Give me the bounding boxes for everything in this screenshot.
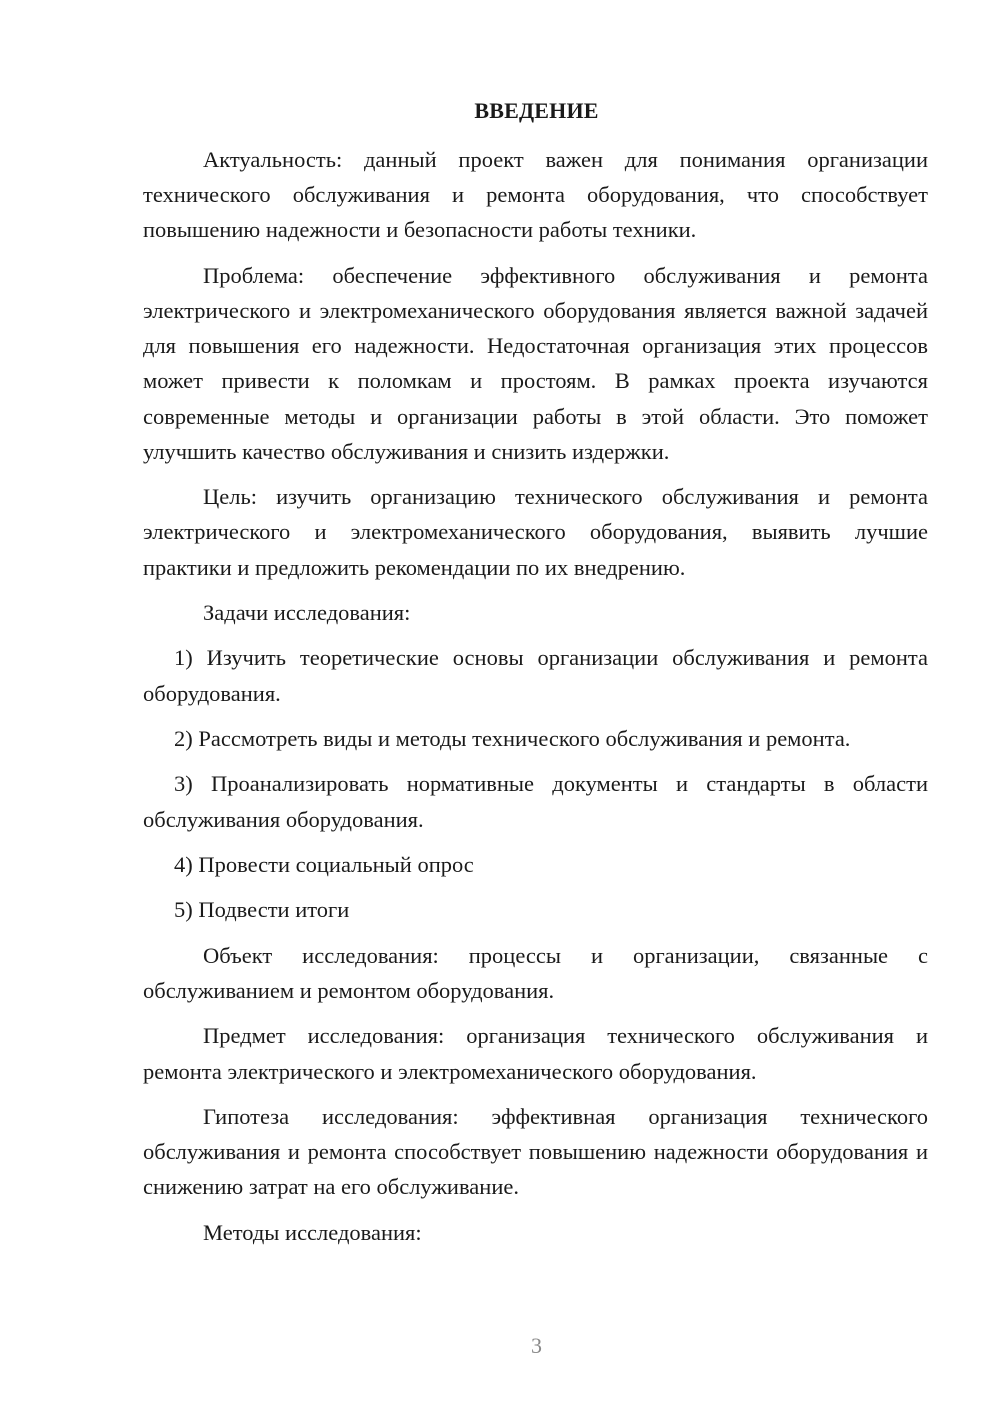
task-item-3: 3) Проанализировать нормативные документы и стандарты в области обслуживания оборудования. bbox=[143, 771, 928, 832]
paragraph-goal: Цель: изучить организацию технического обслуживания и ремонта электрического и электромеханического оборудования, выявить лучшие практики и предложить рекомендации по их внедрению. bbox=[143, 484, 928, 580]
paragraph-relevance: Актуальность: данный проект важен для понимания организации технического обслуживания и ремонта оборудования, что способствует повышению надежности и безопасности работы техники. bbox=[143, 147, 928, 243]
document-body bbox=[143, 142, 928, 1260]
task-item-5: 5) Подвести итоги bbox=[174, 897, 350, 923]
paragraph-problem: Проблема: обеспечение эффективного обслуживания и ремонта электрического и электромеханического оборудования является важной задачей для повышения его надежности. Недостаточная организация этих процессов может привести к поломкам и простоям. В рамках проекта изучаются современные методы и организации работы в этой области. Это поможет улучшить качество обслуживания и снизить издержки. bbox=[143, 262, 928, 464]
page-number: 3 bbox=[531, 1333, 542, 1358]
task-item-2: 2) Рассмотреть виды и методы технического обслуживания и ремонта. bbox=[174, 725, 851, 751]
paragraph-hypothesis: Гипотеза исследования: эффективная организация технического обслуживания и ремонта способствует повышению надежности оборудования и снижению затрат на его обслуживание. bbox=[143, 1103, 928, 1200]
task-item-4: 4) Провести социальный опрос bbox=[174, 851, 474, 877]
tasks-heading: Задачи исследования: bbox=[203, 600, 411, 625]
paragraph-subject: Предмет исследования: организация технического обслуживания и ремонта электрического и электромеханического оборудования. bbox=[143, 1023, 928, 1084]
paragraph-object: Объект исследования: процессы и организации, связанные с обслуживанием и ремонтом оборудования. bbox=[143, 942, 928, 1003]
paragraph-methods: Методы исследования: bbox=[203, 1219, 422, 1245]
section-title: ВВЕДЕНИЕ bbox=[474, 98, 599, 123]
task-item-1: 1) Изучить теоретические основы организации обслуживания и ремонта оборудования. bbox=[143, 645, 928, 706]
